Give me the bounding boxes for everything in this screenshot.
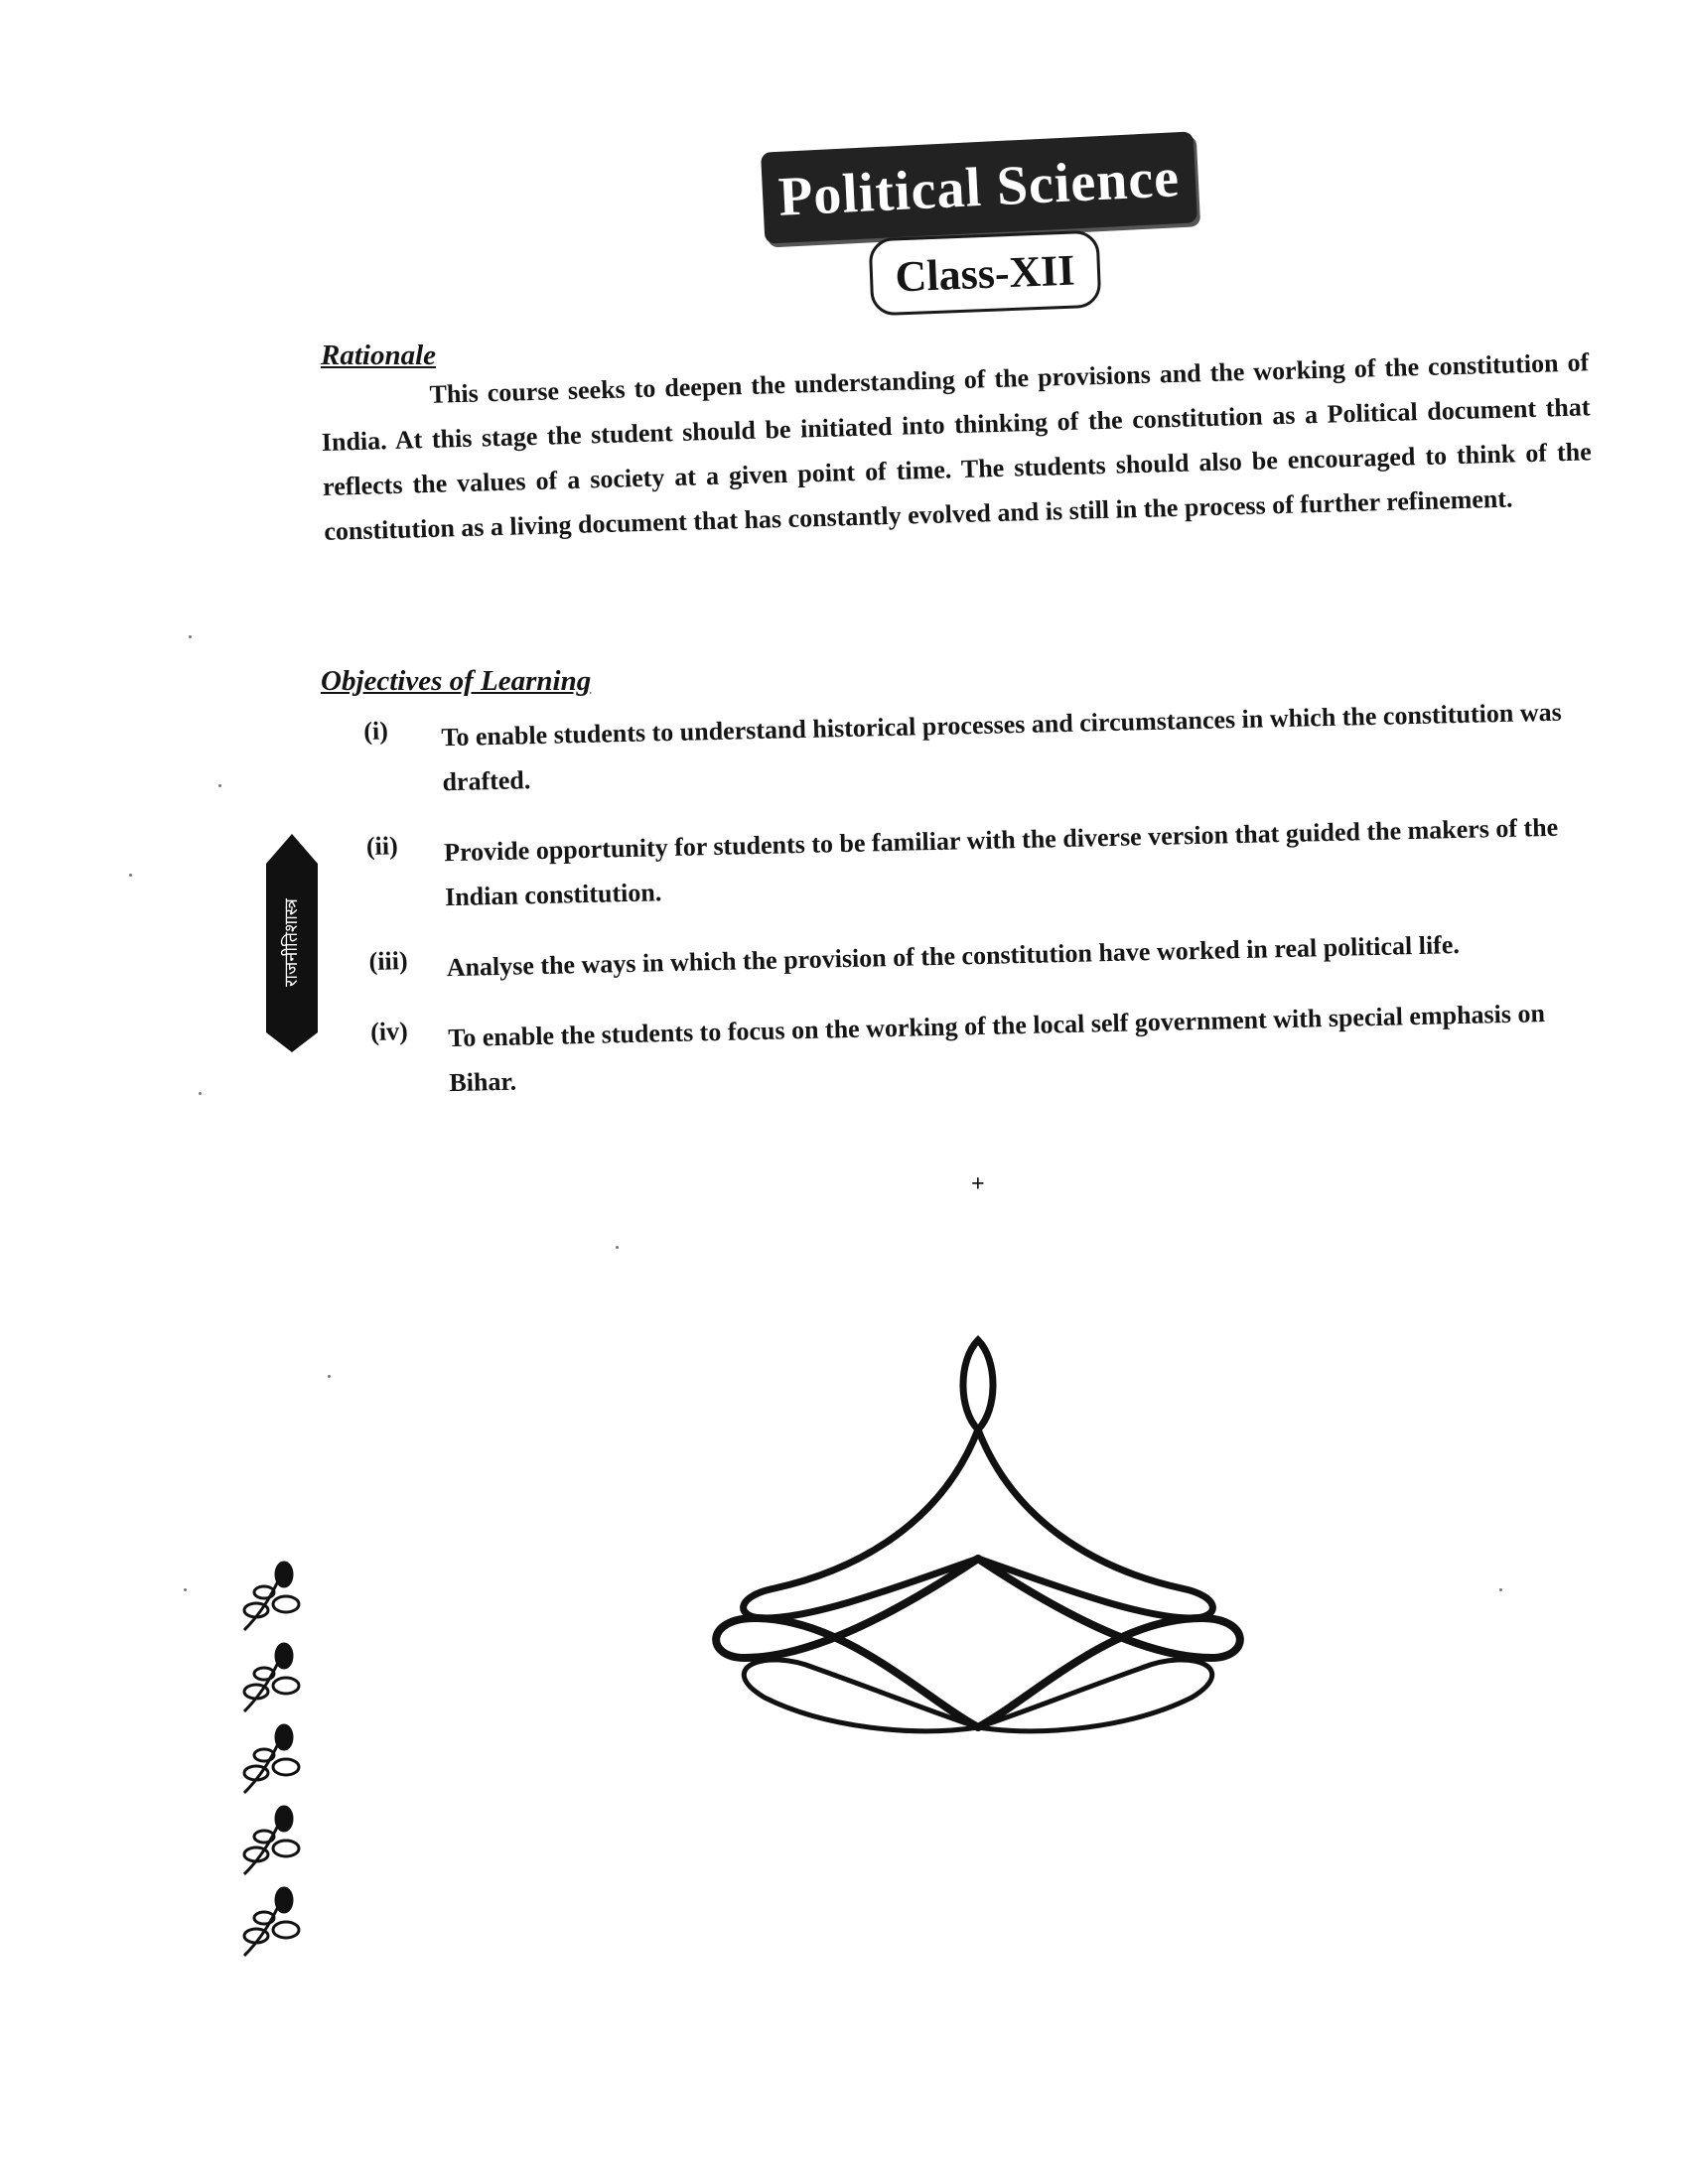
- list-item: [370, 990, 1604, 1107]
- objectives-heading: Objectives of Learning: [321, 665, 592, 697]
- scan-speck: [184, 1588, 187, 1591]
- scan-speck: [199, 1092, 202, 1095]
- plus-mark: +: [971, 1171, 985, 1197]
- objectives-list: [363, 689, 1604, 1133]
- side-tab-label: राजनीतिशास्त्र: [281, 898, 302, 988]
- side-tab: [266, 834, 318, 1052]
- rationale-text: This course seeks to deepen the understanding of the provisions and the working of the constitution of India. At this stage the student should be initiated into thinking of the constitution as a Political document that reflects the values of a society at a given point of time. The students should also be encouraged to think of the constitution as a living document that has constantly evolved and is still in the process of further refinement.: [321, 347, 1593, 546]
- list-item-text: Provide opportunity for students to be familiar with the diverse version that guided the makers of the Indian constitution.: [443, 812, 1559, 912]
- class-label: Class-XII: [869, 230, 1102, 317]
- flower-sprig-icon: [234, 1561, 308, 1636]
- scan-speck: [616, 1246, 619, 1249]
- list-item-text: To enable the students to focus on the working of the local self government with special emphasis on Bihar.: [448, 999, 1546, 1098]
- rationale-paragraph: [320, 340, 1594, 554]
- scan-speck: [328, 1375, 331, 1378]
- list-item: [368, 919, 1601, 992]
- paragraph-indent: [321, 403, 430, 406]
- flower-sprig-icon: [234, 1642, 308, 1717]
- page-title: Political Science: [761, 131, 1197, 243]
- scroll-flourish-ornament: [695, 1320, 1261, 1747]
- flower-sprig-icon: [234, 1723, 308, 1799]
- list-item-number: (iii): [368, 946, 408, 976]
- scan-speck: [218, 784, 221, 787]
- list-item: [363, 689, 1597, 806]
- list-item-number: (ii): [365, 831, 399, 861]
- list-item-text: Analyse the ways in which the provision of the constitution have worked in real political life.: [446, 930, 1461, 983]
- flower-sprig-icon: [234, 1886, 308, 1962]
- list-item-number: (iv): [369, 1017, 409, 1046]
- list-item-text: To enable students to understand historical processes and circumstances in which the constitution was drafted.: [441, 697, 1562, 797]
- list-item: [366, 804, 1600, 921]
- scan-speck: [189, 635, 192, 638]
- flower-sprig-icon: [234, 1805, 308, 1880]
- flower-column: [234, 1561, 314, 1978]
- scan-speck: [1499, 1588, 1502, 1591]
- rationale-heading: Rationale: [321, 340, 437, 371]
- scan-speck: [129, 874, 132, 877]
- list-item-number: (i): [363, 716, 389, 746]
